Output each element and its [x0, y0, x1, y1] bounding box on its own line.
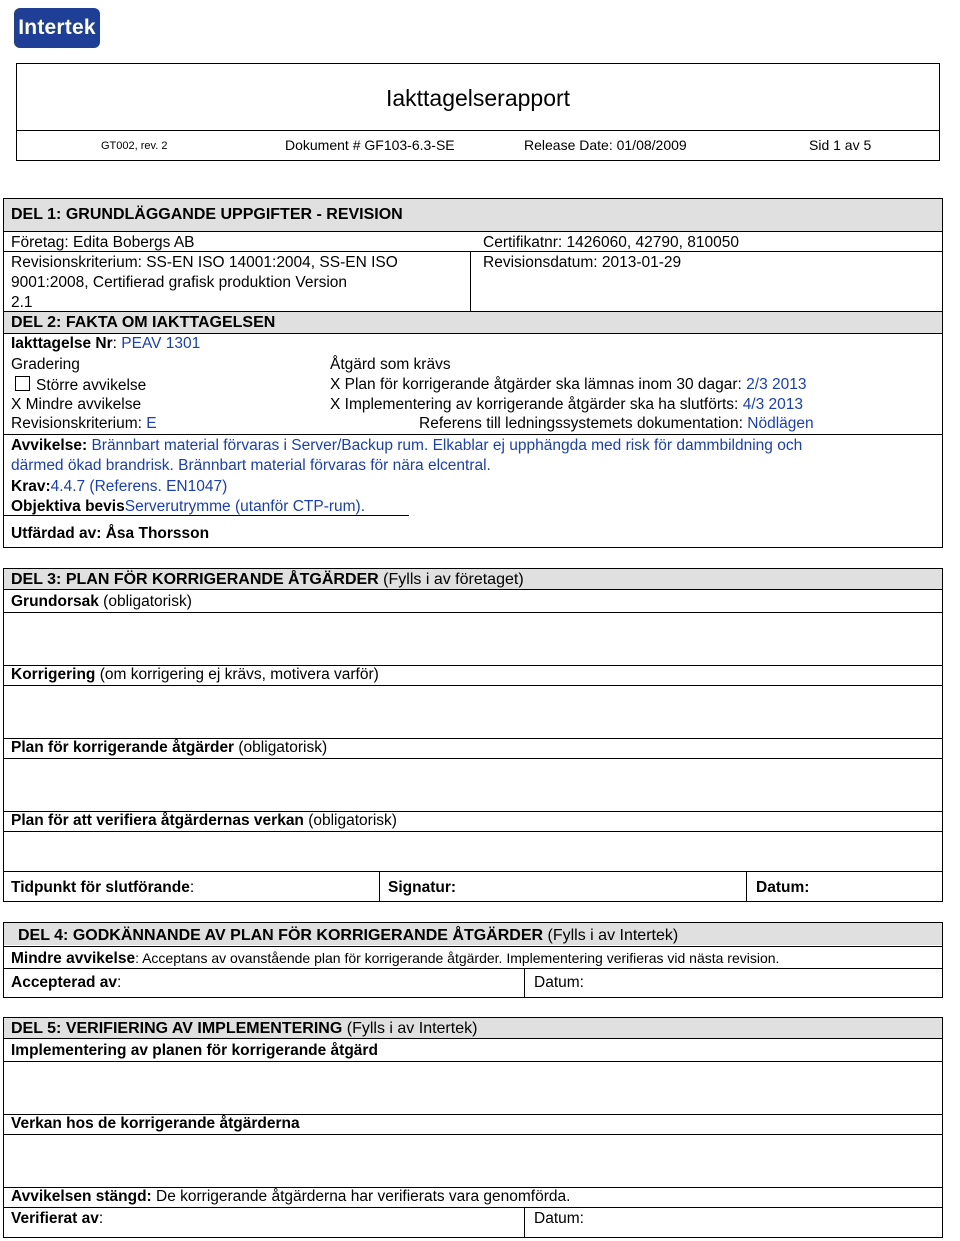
correction-label: Korrigering (om korrigering ej krävs, motivera varför): [11, 666, 379, 683]
implementation-label: Implementering av planen för korrigerande åtgärd: [11, 1042, 378, 1059]
verification-plan-field[interactable]: [4, 832, 942, 871]
root-cause-label: Grundorsak (obligatorisk): [11, 593, 192, 610]
del4-section: [3, 922, 943, 998]
correction-field[interactable]: [4, 686, 942, 738]
system-reference: Referens till ledningssystemets dokumentation: Nödlägen: [419, 415, 814, 432]
major-checkbox[interactable]: [15, 376, 30, 391]
revision-criteria-line2: 9001:2008, Certifierad grafisk produktion Version: [11, 274, 348, 291]
minor-nonconformity: X Mindre avvikelse: [11, 396, 142, 413]
action-required-label: Åtgärd som krävs: [330, 356, 451, 373]
certificate-number: Certifikatnr: 1426060, 42790, 810050: [483, 234, 739, 251]
major-nonconformity[interactable]: Större avvikelse: [15, 376, 146, 395]
observation-number: Iakttagelse Nr: PEAV 1301: [11, 335, 201, 352]
del4-heading: DEL 4: GODKÄNNANDE AV PLAN FÖR KORRIGERANDE ÅTGÄRDER (Fylls i av Intertek): [18, 927, 679, 944]
company: Företag: Edita Bobergs AB: [11, 234, 195, 251]
date-label[interactable]: Datum:: [756, 879, 810, 896]
closed-statement: Avvikelsen stängd: De korrigerande åtgärderna har verifierats vara genomförda.: [11, 1188, 571, 1205]
implementation-deadline: X Implementering av korrigerande åtgärder ska ha slutförts: 4/3 2013: [330, 396, 804, 413]
del3-heading: DEL 3: PLAN FÖR KORRIGERANDE ÅTGÄRDER (Fylls i av företaget): [11, 571, 524, 588]
del1-heading: DEL 1: GRUNDLÄGGANDE UPPGIFTER - REVISION: [11, 206, 403, 223]
minor-approval: Mindre avvikelse: Acceptans av ovanstående plan för korrigerande åtgärder. Implementering verifieras vid nästa revision.: [11, 950, 780, 967]
intertek-logo: Intertek: [14, 8, 100, 48]
nonconformity-line1: Avvikelse: Brännbart material förvaras i Server/Backup rum. Elkablar ej upphängda med risk för dammbildning och: [11, 437, 803, 454]
nonconformity-line2: därmed ökad brandrisk. Brännbart material förvaras för nära elcentral.: [11, 457, 491, 474]
verified-by-label[interactable]: Verifierat av:: [11, 1210, 104, 1227]
release-date: Release Date: 01/08/2009: [524, 137, 687, 153]
plan-deadline-value: 2/3 2013: [746, 376, 807, 393]
revision-criteria-line3: 2.1: [11, 294, 33, 311]
del5-section: [3, 1017, 943, 1238]
del4-date-label[interactable]: Datum:: [534, 974, 584, 991]
corrective-plan-field[interactable]: [4, 759, 942, 811]
effectiveness-field[interactable]: [4, 1135, 942, 1187]
plan-deadline: X Plan för korrigerande åtgärder ska lämnas inom 30 dagar: 2/3 2013: [330, 376, 807, 393]
observation-number-value: PEAV 1301: [121, 335, 201, 352]
effectiveness-label: Verkan hos de korrigerande åtgärderna: [11, 1115, 300, 1132]
issued-by: Utfärdad av: Åsa Thorsson: [11, 525, 210, 542]
requirement: Krav:4.4.7 (Referens. EN1047): [11, 478, 228, 495]
page-number: Sid 1 av 5: [809, 137, 872, 153]
revision-criteria-line1: Revisionskriterium: SS-EN ISO 14001:2004, SS-EN ISO: [11, 254, 398, 271]
form-code: GT002, rev. 2: [101, 140, 168, 152]
del5-date-label[interactable]: Datum:: [534, 1210, 584, 1227]
implementation-deadline-value: 4/3 2013: [742, 396, 804, 413]
page-title: Iakttagelserapport: [385, 85, 571, 111]
corrective-plan-label: Plan för korrigerande åtgärder (obligatorisk): [11, 739, 328, 756]
report-header: [16, 63, 940, 161]
del2-heading: DEL 2: FAKTA OM IAKTTAGELSEN: [11, 314, 276, 331]
revision-criterion: Revisionskriterium: E: [11, 415, 157, 432]
root-cause-field[interactable]: [4, 613, 942, 665]
signature-label[interactable]: Signatur:: [388, 879, 457, 896]
completion-time-label[interactable]: Tidpunkt för slutförande:: [11, 879, 195, 896]
implementation-field[interactable]: [4, 1062, 942, 1114]
revision-date: Revisionsdatum: 2013-01-29: [483, 254, 682, 271]
objective-evidence: Objektiva bevisServerutrymme (utanför CTP-rum).: [11, 498, 366, 515]
grading-label: Gradering: [11, 356, 80, 373]
accepted-by-label[interactable]: Accepterad av:: [11, 974, 122, 991]
del1-del2-section: [3, 198, 943, 548]
del5-heading: DEL 5: VERIFIERING AV IMPLEMENTERING (Fylls i av Intertek): [11, 1020, 478, 1037]
verification-plan-label: Plan för att verifiera åtgärdernas verkan (obligatorisk): [11, 812, 397, 829]
del3-section: [3, 568, 943, 902]
document-number: Dokument # GF103-6.3-SE: [285, 137, 455, 153]
